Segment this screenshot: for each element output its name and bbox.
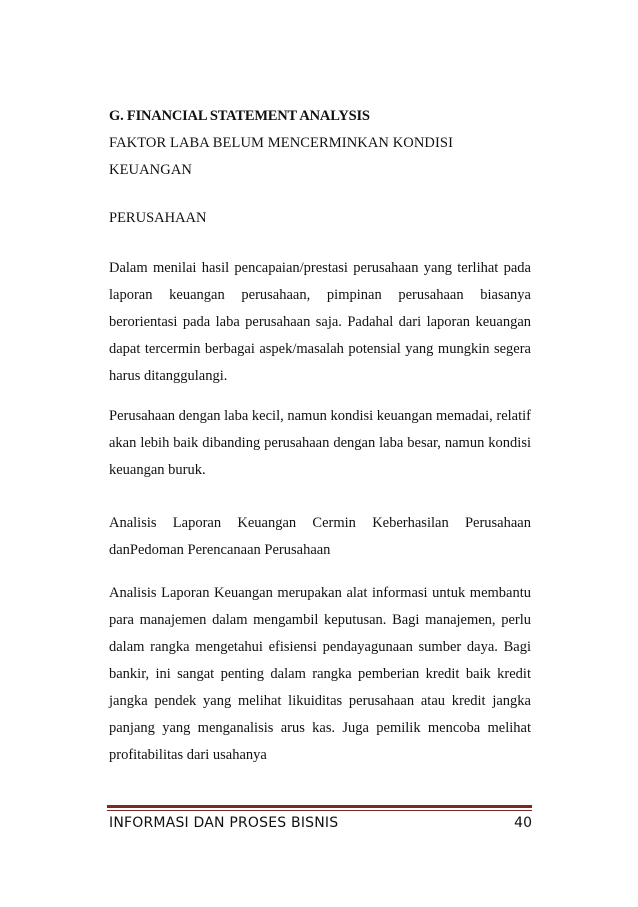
footer-rule-thin <box>107 810 532 811</box>
footer-title: INFORMASI DAN PROSES BISNIS <box>109 815 339 831</box>
body-paragraph-4: Analisis Laporan Keuangan merupakan alat informasi untuk membantu para manajemen dalam mengambil keputusan. Bagi manajemen, perlu dalam rangka mengetahui efisiensi pendayagunaan sumber daya. Bagi bankir, ini sangat penting dalam rangka pemberian kredit baik kredit jangka pendek yang melihat likuiditas perusahaan atau kredit jangka panjang yang menganalisis arus kas. Juga pemilik mencoba melihat profitabilitas dari usahanya <box>109 585 531 763</box>
company-label: PERUSAHAAN <box>109 210 207 226</box>
body-paragraph-1: Dalam menilai hasil pencapaian/prestasi perusahaan yang terlihat pada laporan keuangan perusahaan, pimpinan perusahaan biasanya berorientasi pada laba perusahaan saja. Padahal dari laporan keuangan dapat tercermin berbagai aspek/masalah potensial yang mungkin segera harus ditanggulangi. <box>109 260 531 384</box>
subheading-line-1: FAKTOR LABA BELUM MENCERMINKAN KONDISI <box>109 135 454 151</box>
body-paragraph-3: Analisis Laporan Keuangan Cermin Keberhasilan Perusahaan danPedoman Perencanaan Perusahaan <box>109 515 531 558</box>
body-paragraph-2: Perusahaan dengan laba kecil, namun kondisi keuangan memadai, relatif akan lebih baik dibanding perusahaan dengan laba besar, namun kondisi keuangan buruk. <box>109 408 531 478</box>
section-heading: G. FINANCIAL STATEMENT ANALYSIS <box>109 108 370 124</box>
footer-rule-thick <box>107 805 532 808</box>
page-number: 40 <box>514 815 532 831</box>
subheading-line-2: KEUANGAN <box>109 162 192 178</box>
section-subheading <box>109 130 531 184</box>
